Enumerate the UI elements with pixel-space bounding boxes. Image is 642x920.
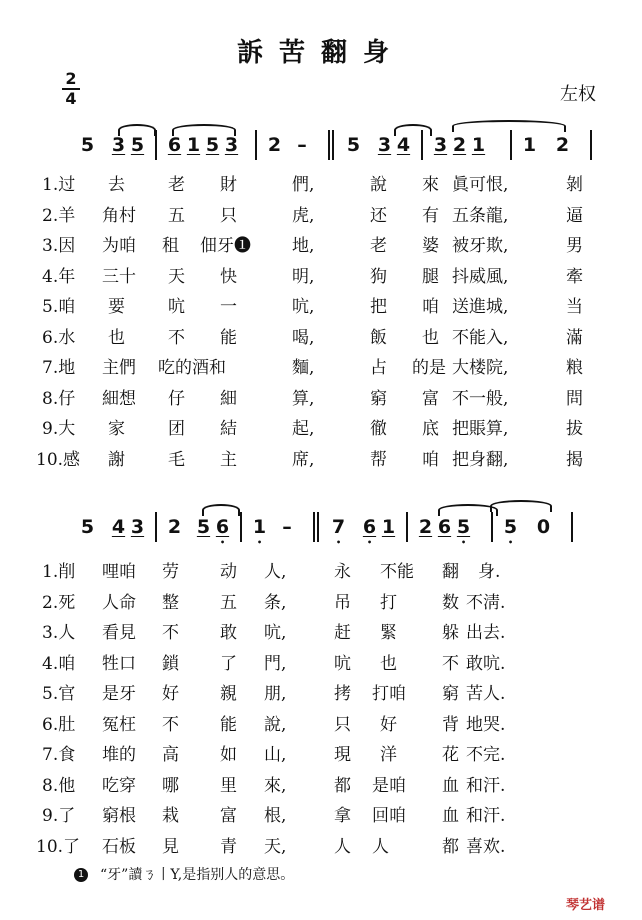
notation-line-2: 5 4 3 2 5 6 • 1 • – 7 • 6 • 1 2 6 5 • 5 • 0 bbox=[78, 510, 581, 544]
footnote-mark: 1 bbox=[74, 868, 88, 882]
footnote bbox=[74, 864, 294, 884]
time-signature-bottom: 4 bbox=[65, 89, 77, 108]
composer-name: 左权 bbox=[560, 84, 596, 105]
site-watermark: 琴艺谱 bbox=[566, 898, 606, 913]
time-signature bbox=[62, 70, 80, 108]
song-title: 訴苦翻身 bbox=[236, 38, 405, 68]
time-signature-top: 2 bbox=[65, 69, 77, 88]
footnote-text: “牙”讀ㄋ丨Y,是指别人的意思。 bbox=[100, 867, 295, 883]
notation-line-1: 5 3 5 6 1 5 3 2 – 5 3 4 3 2 1 1 2 bbox=[78, 128, 600, 162]
